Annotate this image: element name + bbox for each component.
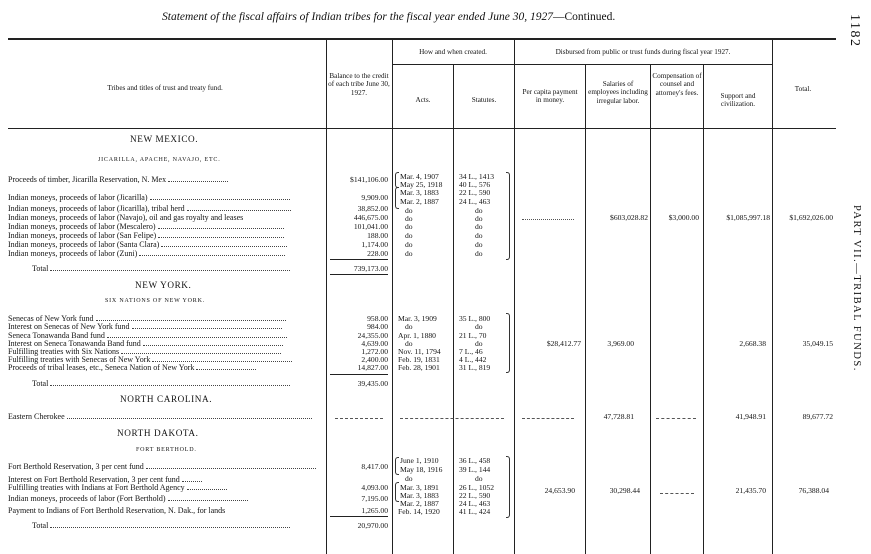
statute-ref: 31 L., 819 xyxy=(459,363,491,372)
act-date: do xyxy=(405,240,413,249)
header-how-created: How and when created. xyxy=(419,48,487,56)
header-tribes: Tribes and titles of trust and treaty fund. xyxy=(107,84,223,92)
section-subheading-six-nations: SIX NATIONS OF NEW YORK. xyxy=(105,298,206,304)
act-date: May 25, 1918 xyxy=(400,180,443,189)
table-row: Interest on Seneca Tonawanda Band fund xyxy=(8,339,283,348)
total-balance: 20,970.00 xyxy=(357,521,388,530)
balance-value: 958.00 xyxy=(367,314,388,323)
total-value: 89,677.72 xyxy=(802,412,833,421)
statute-ref: 24 L., 463 xyxy=(459,197,491,206)
balance-value: 2,400.00 xyxy=(361,355,388,364)
balance-value: 1,272.00 xyxy=(361,347,388,356)
subtotal-rule xyxy=(330,259,388,260)
table-row: Indian moneys, proceeds of labor (Mescalero) xyxy=(8,222,284,231)
col-rule xyxy=(453,64,454,554)
act-date: do xyxy=(405,339,413,348)
statute-ref: 26 L., 1052 xyxy=(459,483,495,492)
total-balance: 39,435.00 xyxy=(357,379,388,388)
table-row: Proceeds of tribal leases, etc., Seneca Nation of New York xyxy=(8,363,256,372)
empty-dash xyxy=(335,417,383,419)
statute-ref: 36 L., 458 xyxy=(459,456,491,465)
balance-value: 1,265.00 xyxy=(361,506,388,515)
subtotal-rule xyxy=(330,374,388,375)
header-support: Support and civilization. xyxy=(720,92,756,109)
acts-brace xyxy=(395,187,399,209)
section-heading-new-york: NEW YORK. xyxy=(135,280,192,290)
salaries-value: $603,028.82 xyxy=(610,213,648,222)
empty-dash xyxy=(522,218,574,220)
statutes-brace xyxy=(506,456,510,518)
header-salaries: Salaries of employees including irregular labor. xyxy=(588,80,648,105)
balance-value: 4,093.00 xyxy=(361,483,388,492)
statute-ref: do xyxy=(475,231,483,240)
statute-ref: do xyxy=(475,206,483,215)
balance-value: 9,909.00 xyxy=(361,193,388,202)
balance-value: 101,041.00 xyxy=(353,222,388,231)
how-created-rule xyxy=(392,64,514,65)
table-row: Indian moneys, proceeds of labor (Jicarilla) xyxy=(8,193,290,202)
statute-ref: 41 L., 424 xyxy=(459,507,491,516)
balance-value: 8,417.00 xyxy=(361,462,388,471)
statute-ref: 22 L., 590 xyxy=(459,491,491,500)
act-date: Mar. 2, 1887 xyxy=(400,499,439,508)
table-row: Indian moneys, proceeds of labor (Fort Berthold) xyxy=(8,494,248,503)
header-bottom-rule xyxy=(8,128,836,129)
table-row: Fort Berthold Reservation, 3 per cent fund xyxy=(8,462,316,471)
act-date: Mar. 3, 1909 xyxy=(398,314,437,323)
balance-value: 984.00 xyxy=(367,322,388,331)
balance-value: 38,852.00 xyxy=(357,204,388,213)
support-value: $1,085,997.18 xyxy=(726,213,770,222)
total-row: Total xyxy=(32,264,290,273)
statute-ref: 39 L., 144 xyxy=(459,465,491,474)
statutes-brace xyxy=(506,172,510,260)
statute-ref: 7 L., 46 xyxy=(459,347,483,356)
statute-ref: 21 L., 70 xyxy=(459,331,487,340)
section-heading-new-mexico: NEW MEXICO. xyxy=(130,134,199,144)
total-row: Total xyxy=(32,521,290,530)
acts-brace xyxy=(395,172,399,188)
salaries-value: 30,298.44 xyxy=(609,486,640,495)
act-date: Nov. 11, 1794 xyxy=(398,347,441,356)
support-value: 21,435.70 xyxy=(735,486,766,495)
table-row: Indian moneys, proceeds of labor (Zuni) xyxy=(8,249,285,258)
per-capita-value: 24,653.90 xyxy=(544,486,575,495)
statute-ref: 40 L., 576 xyxy=(459,180,491,189)
statute-ref: 4 L., 442 xyxy=(459,355,487,364)
table-row: Interest on Fort Berthold Reservation, 3 per cent fund xyxy=(8,475,202,484)
act-date: do xyxy=(405,214,413,223)
act-date: Feb. 14, 1920 xyxy=(398,507,440,516)
act-date: do xyxy=(405,474,413,483)
table-top-rule xyxy=(8,38,836,40)
table-row: Proceeds of timber, Jicarilla Reservation, N. Mex xyxy=(8,175,228,184)
table-row: Indian moneys, proceeds of labor (Jicarilla), tribal herd xyxy=(8,204,291,213)
compensation-value: $3,000.00 xyxy=(668,213,699,222)
balance-value: 24,355.00 xyxy=(357,331,388,340)
total-rule xyxy=(330,274,388,275)
page-number: 1182 xyxy=(847,14,862,48)
statute-ref: do xyxy=(475,214,483,223)
total-balance: 739,173.00 xyxy=(353,264,388,273)
act-date: do xyxy=(405,231,413,240)
act-date: Feb. 19, 1831 xyxy=(398,355,440,364)
act-date: Mar. 2, 1887 xyxy=(400,197,439,206)
empty-dash xyxy=(522,417,574,419)
col-rule xyxy=(703,64,704,554)
balance-value: 228.00 xyxy=(367,249,388,258)
section-heading-north-carolina: NORTH CAROLINA. xyxy=(120,394,213,404)
statute-ref: do xyxy=(475,322,483,331)
acts-brace xyxy=(395,482,399,502)
statute-ref: do xyxy=(475,222,483,231)
act-date: do xyxy=(405,222,413,231)
act-date: May 18, 1916 xyxy=(400,465,443,474)
statutes-brace xyxy=(506,313,510,373)
col-rule xyxy=(585,64,586,554)
balance-value: 14,827.00 xyxy=(357,363,388,372)
act-date: do xyxy=(405,322,413,331)
table-row: Fulfilling treaties with Indians at Fort Berthold Agency xyxy=(8,483,227,492)
statute-ref: do xyxy=(475,339,483,348)
statute-ref: do xyxy=(475,249,483,258)
section-subheading-fort-berthold: FORT BERTHOLD. xyxy=(136,447,197,453)
statute-ref: 24 L., 463 xyxy=(459,499,491,508)
col-rule xyxy=(772,38,773,554)
table-row: Fulfilling treaties with Senecas of New York xyxy=(8,355,292,364)
table-row: Indian moneys, proceeds of labor (San Felipe) xyxy=(8,231,284,240)
support-value: 2,668.38 xyxy=(739,339,766,348)
table-row: Senecas of New York fund xyxy=(8,314,286,323)
col-rule xyxy=(514,38,515,554)
empty-dash xyxy=(656,417,696,419)
statute-ref: do xyxy=(475,474,483,483)
table-row: Indian moneys, proceeds of labor (Navajo), oil and gas royalty and leases xyxy=(8,213,244,222)
header-disbursed: Disbursed from public or trust funds during fiscal year 1927. xyxy=(555,48,731,56)
balance-value: 1,174.00 xyxy=(361,240,388,249)
act-date: Mar. 4, 1907 xyxy=(400,172,439,181)
act-date: Mar. 3, 1883 xyxy=(400,491,439,500)
section-heading-north-dakota: NORTH DAKOTA. xyxy=(117,428,199,438)
act-date: do xyxy=(405,249,413,258)
total-value: 76,388.04 xyxy=(798,486,829,495)
table-row: Indian moneys, proceeds of labor (Santa Clara) xyxy=(8,240,287,249)
balance-value: 4,639.00 xyxy=(361,339,388,348)
balance-value: 188.00 xyxy=(367,231,388,240)
act-date: Feb. 28, 1901 xyxy=(398,363,440,372)
act-date: do xyxy=(405,206,413,215)
statute-ref: 35 L., 800 xyxy=(459,314,491,323)
salaries-value: 47,728.81 xyxy=(603,412,634,421)
act-date: Mar. 3, 1883 xyxy=(400,188,439,197)
subtotal-rule xyxy=(330,516,388,517)
statute-ref: 22 L., 590 xyxy=(459,188,491,197)
table-row: Seneca Tonawanda Band fund xyxy=(8,331,287,340)
balance-value: 7,195.00 xyxy=(361,494,388,503)
balance-value: $141,106.00 xyxy=(350,175,388,184)
header-balance: Balance to the credit of each tribe June 30, 1927. xyxy=(328,72,390,97)
header-compensation: Compensation of counsel and attorney's fees. xyxy=(652,72,702,97)
col-rule xyxy=(326,38,327,554)
act-date: Mar. 3, 1891 xyxy=(400,483,439,492)
header-per-capita: Per capita payment in money. xyxy=(522,88,578,105)
table-row: Payment to Indians of Fort Berthold Reservation, N. Dak., for lands xyxy=(8,506,226,515)
total-row: Total xyxy=(32,379,290,388)
act-date: June 1, 1910 xyxy=(400,456,439,465)
balance-value: 446,675.00 xyxy=(353,213,388,222)
col-rule xyxy=(392,38,393,554)
statute-ref: 34 L., 1413 xyxy=(459,172,495,181)
per-capita-value: $28,412.77 xyxy=(546,339,581,348)
col-rule xyxy=(650,64,651,554)
header-statutes: Statutes. xyxy=(471,96,497,104)
table-row: Fulfilling treaties with Six Nations xyxy=(8,347,281,356)
acts-brace xyxy=(395,457,399,475)
header-acts: Acts. xyxy=(415,96,431,104)
table-row: Eastern Cherokee xyxy=(8,412,312,421)
table-row: Interest on Senecas of New York fund xyxy=(8,322,282,331)
page-title: Statement of the fiscal affairs of Indian tribes for the fiscal year ended June 30, 1927—Continued. xyxy=(162,11,616,23)
empty-dash xyxy=(660,492,694,494)
disbursed-rule xyxy=(514,64,772,65)
empty-dash xyxy=(400,417,504,419)
total-value: 35,049.15 xyxy=(802,339,833,348)
section-subheading-jicarilla: JICARILLA, APACHE, NAVAJO, ETC. xyxy=(98,157,221,163)
act-date: Apr. 1, 1880 xyxy=(398,331,436,340)
salaries-value: 3,969.00 xyxy=(607,339,634,348)
statute-ref: do xyxy=(475,240,483,249)
header-total: Total. xyxy=(794,85,812,93)
side-label: PART VII.—TRIBAL FUNDS. xyxy=(851,205,862,372)
support-value: 41,948.91 xyxy=(735,412,766,421)
total-value: $1,692,026.00 xyxy=(789,213,833,222)
